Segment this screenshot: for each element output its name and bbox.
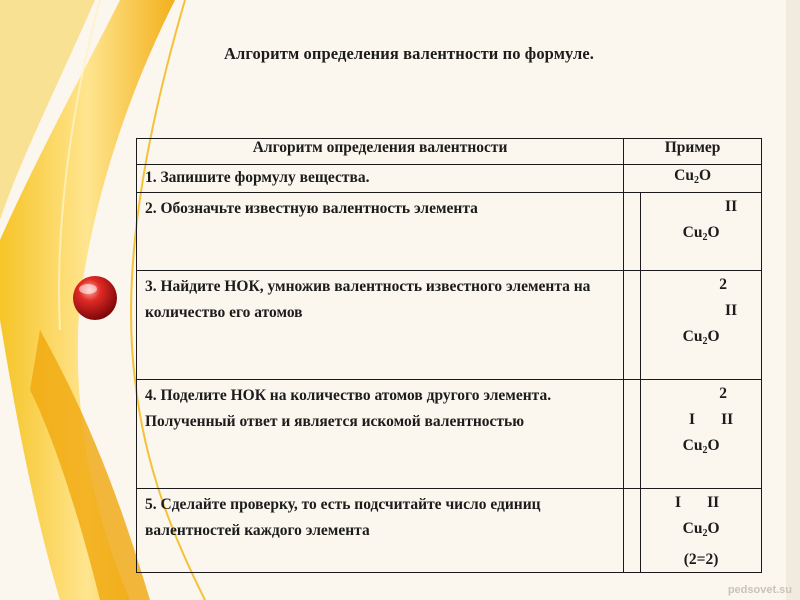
valence-pair [641, 407, 761, 433]
step-2: 2. Обозначьте известную валентность элемента [137, 193, 624, 271]
formula [641, 220, 761, 251]
check-result: (2=2) [683, 551, 719, 568]
watermark: pedsovet.su [727, 584, 792, 596]
formula-sub: 2 [702, 336, 708, 347]
formula [641, 433, 761, 464]
formula-sub: 2 [693, 175, 699, 186]
valence-cu: I [689, 411, 696, 428]
formula-o: O [707, 437, 720, 454]
table-row [137, 380, 762, 489]
valence-o: II [721, 411, 734, 428]
formula-cu: Cu [682, 224, 703, 241]
formula-cu: Cu [682, 520, 703, 537]
valence-roman: II [725, 198, 738, 215]
formula-sub: 2 [702, 445, 708, 456]
valence-o: II [707, 494, 720, 511]
valence-cu: I [675, 494, 682, 511]
step-4: 4. Поделите НОК на количество атомов другого элемента. Полученный ответ и является искомой валентностью [137, 380, 624, 489]
valence-roman: II [725, 302, 738, 319]
example-4 [624, 380, 762, 489]
table-row [137, 193, 762, 271]
valence-pair [641, 490, 761, 516]
formula-sub: 2 [702, 528, 708, 539]
formula-cu: Cu [682, 437, 703, 454]
table-row [137, 489, 762, 573]
example-1 [624, 165, 762, 193]
step-5: 5. Сделайте проверку, то есть подсчитайте число единиц валентностей каждого элемента [137, 489, 624, 573]
header-example: Пример [624, 139, 762, 165]
table-row [137, 271, 762, 380]
formula [641, 516, 761, 547]
step-1: 1. Запишите формулу вещества. [137, 165, 624, 193]
table-row [137, 165, 762, 193]
formula-o: O [707, 328, 720, 345]
formula-cu: Cu [682, 328, 703, 345]
formula-o: O [707, 520, 720, 537]
lcm-value: 2 [719, 276, 727, 293]
lcm-value: 2 [719, 385, 727, 402]
example-3 [624, 271, 762, 380]
example-2 [624, 193, 762, 271]
slide-title: Алгоритм определения валентности по формуле. [224, 44, 594, 63]
table-header-row [137, 139, 762, 165]
formula [641, 324, 761, 355]
header-algorithm: Алгоритм определения валентности [137, 139, 624, 165]
formula-sub: 2 [702, 232, 708, 243]
formula-cu: Cu [674, 167, 694, 184]
formula-o: O [698, 167, 712, 184]
algorithm-table [136, 138, 762, 573]
red-bead [73, 276, 117, 320]
example-5 [624, 489, 762, 573]
step-3: 3. Найдите НОК, умножив валентность известного элемента на количество его атомов [137, 271, 624, 380]
formula-o: O [707, 224, 720, 241]
